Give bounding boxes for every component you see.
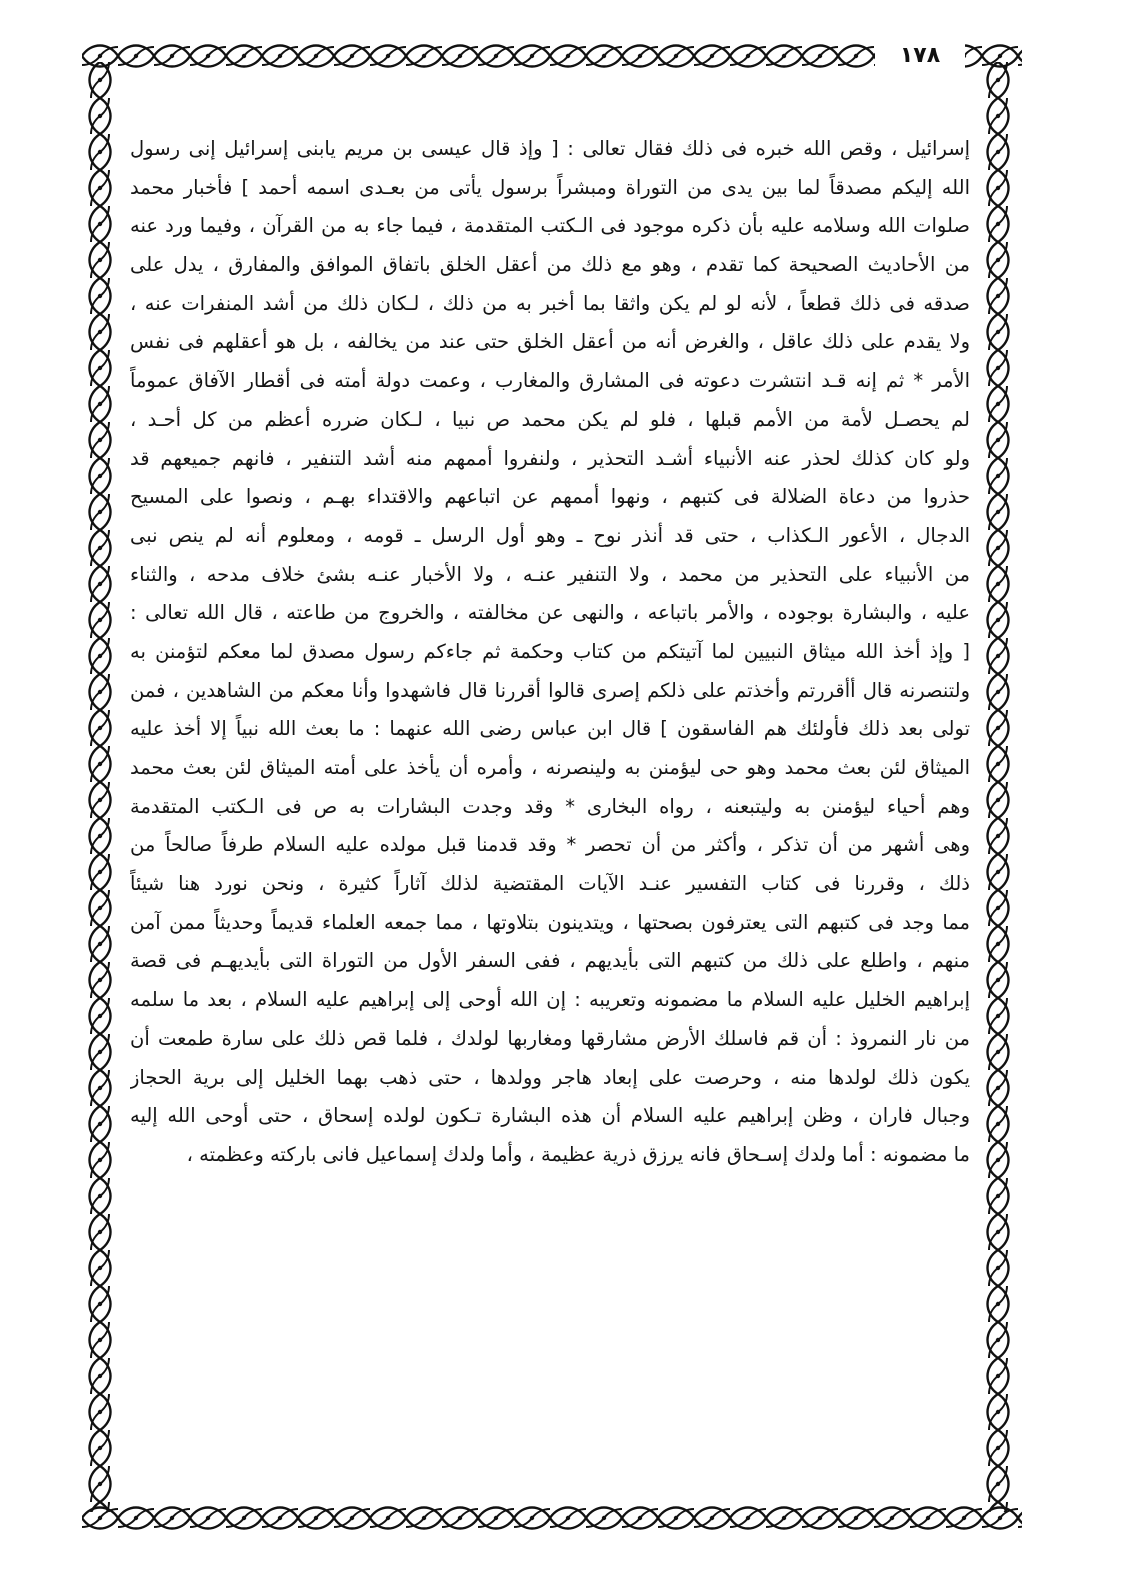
- text-line: ولا يقدم على ذلك عاقل ، والغرض أنه من أعقل الخلق حتى عند من يخالفه ، بل هو أعقلهم فى نفس: [130, 330, 970, 354]
- text-line: الأمر * ثم إنه قـد انتشرت دعوته فى المشارق والمغارب ، وعمت دولة أمته فى أقطار الآفاق عموماً: [130, 369, 970, 393]
- ornamental-border-right: [980, 62, 1016, 1512]
- text-line: صدقه فى ذلك قطعاً ، لأنه لو لم يكن واثقا بما أخبر به من ذلك ، لـكان ذلك من أشد المنفرات عنه ،: [130, 291, 970, 315]
- text-line: من نار النمروذ : أن قم فاسلك الأرض مشارقها ومغاربها لولدك ، فلما قص ذلك على سارة طمعت أن: [130, 1026, 970, 1050]
- text-line: مما وجد فى كتبهم التى يعترفون بصحتها ، ويتدينون بتلاوتها ، مما جمعه العلماء قديماً وحديثاً ممن آمن: [130, 910, 970, 934]
- text-line: عليه ، والبشارة بوجوده ، والأمر باتباعه ، والنهى عن مخالفته ، والخروج من طاعته ، قال الله تعالى :: [130, 601, 970, 625]
- chain-ornament-bottom: [82, 1500, 1022, 1536]
- text-line: وهم أحياء ليؤمنن به وليتبعنه ، رواه البخارى * وقد وجدت البشارات به ص فى الـكتب المتقدمة: [130, 794, 970, 818]
- text-line: صلوات الله وسلامه عليه بأن ذكره موجود فى الـكتب المتقدمة ، فيما جاء به من القرآن ، وفيما ورد عنه: [130, 214, 970, 238]
- ornamental-border-left: [82, 62, 118, 1512]
- text-line: وهى أشهر من أن تذكر ، وأكثر من أن تحصر * وقد قدمنا قبل مولده عليه السلام طرفاً صالحاً من: [130, 833, 970, 857]
- ornamental-border-bottom: [82, 1500, 1022, 1536]
- text-line: الميثاق لئن بعث محمد وهو حى ليؤمنن به ولينصرنه ، وأمره أن يأخذ على أمته الميثاق لئن بعث محمد: [130, 756, 970, 779]
- text-line: يكون ذلك لولدها منه ، وحرصت على إبعاد هاجر وولدها ، حتى ذهب بهما الخليل إلى برية الحجاز: [130, 1065, 970, 1089]
- chain-ornament-right: [980, 62, 1016, 1512]
- text-line: من الأحاديث الصحيحة كما تقدم ، وهو مع ذلك من أعقل الخلق باتفاق الموافق والمفارق ، يدل على: [130, 253, 970, 277]
- body-text: [130, 130, 970, 1500]
- text-line: ذلك ، وقررنا فى كتاب التفسير عنـد الآيات المقتضية لذلك آثاراً كثيرة ، ونحن نورد هنا شيئاً: [130, 872, 970, 896]
- page-number: ١٧٨: [899, 42, 941, 68]
- text-line: ما مضمونه : أما ولدك إسـحاق فانه يرزق ذرية عظيمة ، وأما ولدك إسماعيل فانى باركته وعظمته ،: [186, 1142, 970, 1166]
- page-number-container: [875, 40, 965, 70]
- text-line: إبراهيم الخليل عليه السلام ما مضمونه وتعريبه : إن الله أوحى إلى إبراهيم عليه السلام ، بعد ما سلمه: [130, 988, 970, 1012]
- text-line: تولى بعد ذلك فأولئك هم الفاسقون ] قال ابن عباس رضى الله عنهما : ما بعث الله نبياً إلا أخذ عليه: [130, 717, 970, 741]
- text-line: منهم ، واطلع على ذلك من كتبهم التى بأيديهم ، ففى السفر الأول من التوراة التى بأيديهـم فى قصة: [130, 949, 970, 973]
- text-line: ولو كان كذلك لحذر عنه الأنبياء أشـد التحذير ، ولنفروا أممهم منه أشد التنفير ، فانهم جميعهم قد: [130, 446, 970, 470]
- text-line: لم يحصـل لأمة من الأمم قبلها ، فلو لم يكن محمد ص نبيا ، لـكان ضرره أعظم من كل أحـد ،: [130, 407, 970, 431]
- text-line: إسرائيل ، وقص الله خبره فى ذلك فقال تعالى : [ وإذ قال عيسى بن مريم يابنى إسرائيل إنى رسول: [130, 137, 970, 160]
- text-line: وجبال فاران ، وظن إبراهيم عليه السلام أن هذه البشارة تـكون لولده إسحاق ، حتى أوحى الله إليه: [130, 1104, 970, 1128]
- text-line: الدجال ، الأعور الـكذاب ، حتى قد أنذر نوح ـ وهو أول الرسل ـ قومه ، ومعلوم أنه لم ينص نبى: [130, 523, 970, 547]
- text-line: حذروا من دعاة الضلالة فى كتبهم ، ونهوا أممهم عن اتباعهم والاقتداء بهـم ، ونصوا على المسيح: [130, 485, 970, 509]
- chain-ornament-left: [82, 62, 118, 1512]
- text-line: الله إليكم مصدقاً لما بين يدى من التوراة ومبشراً برسول يأتى من بعـدى اسمه أحمد ] فأخبار محمد: [130, 175, 970, 199]
- text-line: ولتنصرنه قال أأقررتم وأخذتم على ذلكم إصرى قالوا أقررنا قال فاشهدوا وأنا معكم من الشاهدين ، فمن: [130, 678, 970, 702]
- text-line: [ وإذ أخذ الله ميثاق النبيين لما آتيتكم من كتاب وحكمة ثم جاءكم رسول مصدق لما معكم لتؤمنن به: [130, 639, 970, 663]
- text-line: من الأنبياء على التحذير من محمد ، ولا التنفير عنـه ، ولا الأخبار عنـه بشئ خلاف مدحه ، والثناء: [130, 562, 970, 586]
